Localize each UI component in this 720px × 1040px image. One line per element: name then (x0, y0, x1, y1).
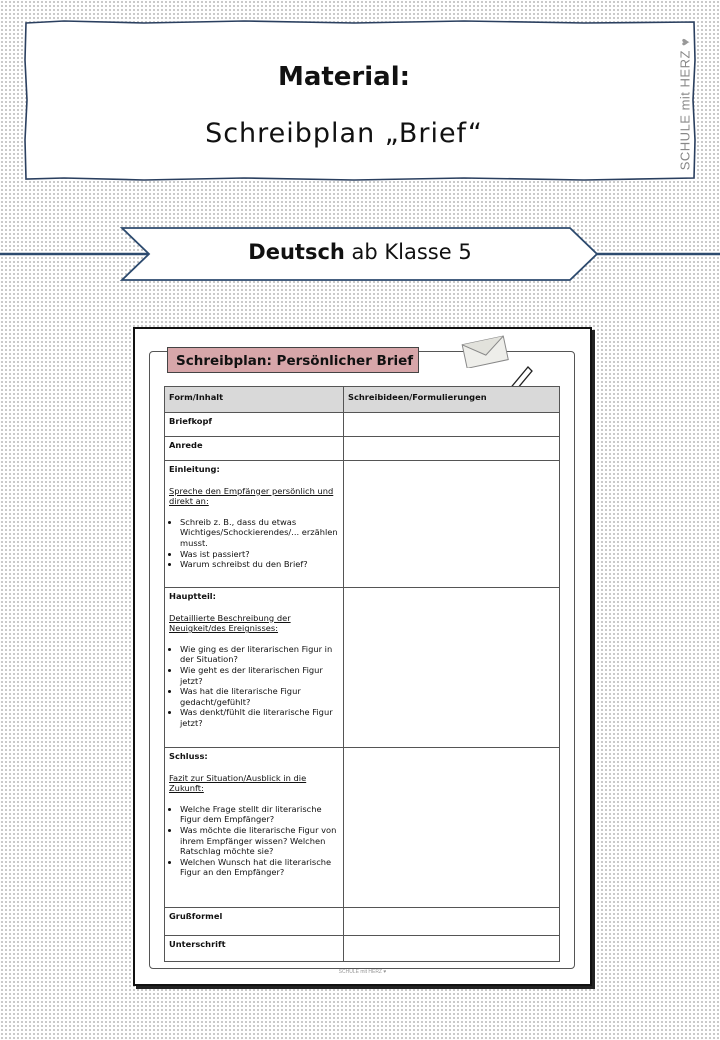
list-item: • Welchen Wunsch hat die literarische Figur an den Empfänger? (180, 857, 339, 878)
answer-cell (344, 437, 560, 461)
list-item: • Warum schreibst du den Brief? (180, 559, 339, 570)
row-instruction: Spreche den Empfänger persönlich und direkt an: (169, 485, 334, 507)
worksheet-table (164, 386, 560, 962)
row-content (165, 461, 344, 588)
heart-icon: ♥ (677, 37, 693, 46)
list-item: • Wie geht es der literarischen Figur jetzt? (180, 665, 339, 686)
worksheet-preview (133, 327, 592, 986)
bullet-list (169, 804, 339, 878)
list-item: • Wie ging es der literarischen Figur in der Situation? (180, 644, 339, 665)
table-header-row (165, 387, 560, 413)
column-header: Schreibideen/Formulierungen (344, 387, 560, 413)
list-item: • Was möchte die literarische Figur von ihrem Empfänger wissen? Welchen Ratschlag möchte sie? (180, 825, 339, 857)
row-label: Briefkopf (165, 413, 344, 437)
answer-cell (344, 413, 560, 437)
list-item: • Was hat die literarische Figur gedacht/gefühlt? (180, 686, 339, 707)
row-label: Unterschrift (165, 936, 344, 962)
list-item: • Schreib z. B., dass du etwas Wichtiges/Schockierendes/... erzählen musst. (180, 517, 339, 549)
row-label: Anrede (165, 437, 344, 461)
row-label: Grußformel (165, 908, 344, 936)
list-item: • Was ist passiert? (180, 549, 339, 560)
banner-text (130, 240, 590, 264)
banner-grade: ab Klasse 5 (344, 240, 472, 264)
list-item: • Was denkt/fühlt die literarische Figur jetzt? (180, 707, 339, 728)
heart-icon: ♥ (383, 969, 387, 975)
answer-cell (344, 936, 560, 962)
brand-text: SCHULE mit HERZ (677, 50, 693, 171)
row-label: Schluss: (169, 751, 208, 761)
title-box (24, 20, 696, 180)
row-label: Hauptteil: (169, 591, 216, 601)
bullet-list (169, 644, 339, 729)
answer-cell (344, 461, 560, 588)
table-row (165, 437, 560, 461)
subject-banner (0, 226, 720, 282)
row-instruction: Fazit zur Situation/Ausblick in die Zukunft: (169, 772, 307, 794)
list-item: • Welche Frage stellt dir literarische Figur dem Empfänger? (180, 804, 339, 825)
table-row (165, 413, 560, 437)
brand-logo (674, 34, 696, 174)
title-line2: Schreibplan „Brief“ (205, 118, 483, 149)
table-row (165, 936, 560, 962)
row-content (165, 588, 344, 748)
table-row (165, 588, 560, 748)
table-row (165, 461, 560, 588)
table-row (165, 908, 560, 936)
footer-brand (135, 969, 590, 975)
answer-cell (344, 588, 560, 748)
row-instruction: Detaillierte Beschreibung der Neuigkeit/des Ereignisses: (169, 612, 291, 634)
footer-brand-text: SCHULE mit HERZ (338, 969, 382, 975)
row-content (165, 748, 344, 908)
envelope-icon (460, 334, 512, 368)
title-box-frame (24, 20, 696, 182)
answer-cell (344, 908, 560, 936)
worksheet-title: Schreibplan: Persönlicher Brief (167, 347, 419, 373)
answer-cell (344, 748, 560, 908)
table-row (165, 748, 560, 908)
row-label: Einleitung: (169, 464, 220, 474)
column-header: Form/Inhalt (165, 387, 344, 413)
bullet-list (169, 517, 339, 570)
banner-subject: Deutsch (248, 240, 345, 264)
title-line1: Material: (277, 62, 411, 92)
